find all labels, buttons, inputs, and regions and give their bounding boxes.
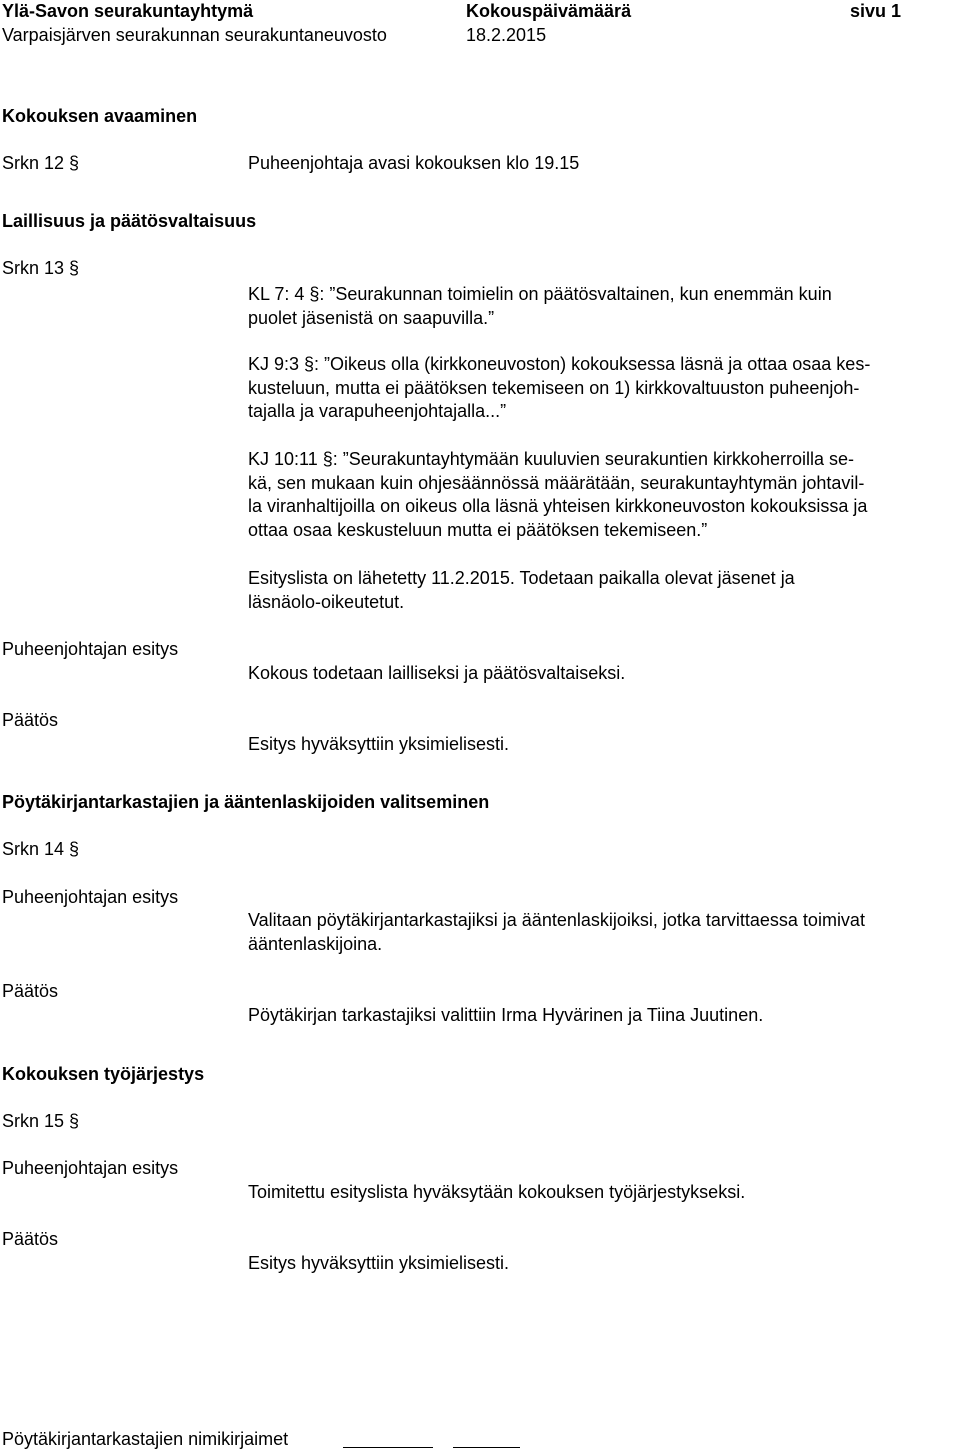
- chair-proposal-label: Puheenjohtajan esitys: [2, 639, 179, 659]
- quote-kj-10-11: KJ 10:11 §: ”Seurakuntayhtymään kuuluvien seurakuntien kirkkoherroilla se- kä, sen mukaan kuin ohjesäännössä määrätään, seurakuntayhtymän johtavil- la viranhaltijoilla on oikeus olla läsnä yhteisen kirkkoneuvoston kokouksissa ja ottaa osaa keskusteluun mutta ei päätöksen tekemiseen.”: [248, 449, 868, 540]
- section-title-legality: Laillisuus ja päätösvaltaisuus: [2, 211, 257, 231]
- section-title-agenda-order: Kokouksen työjärjestys: [2, 1064, 205, 1084]
- section-title-opening: Kokouksen avaaminen: [2, 106, 198, 126]
- chair-proposal-text: Valitaan pöytäkirjantarkastajiksi ja ääntenlaskijoiksi, jotka tarvittaessa toimivat ääntenlaskijoina.: [248, 910, 865, 954]
- signatures-label: Pöytäkirjantarkastajien nimikirjaimet: [2, 1429, 289, 1449]
- chair-proposal-label: Puheenjohtajan esitys: [2, 1158, 179, 1178]
- organization-name: Ylä-Savon seurakuntayhtymä: [2, 1, 254, 21]
- chair-proposal-text: Kokous todetaan lailliseksi ja päätösvaltaiseksi.: [248, 663, 626, 683]
- decision-label: Päätös: [2, 710, 59, 730]
- section-code-13: Srkn 13 §: [2, 258, 80, 278]
- meeting-date: 18.2.2015: [466, 25, 547, 45]
- section-title-inspectors: Pöytäkirjantarkastajien ja ääntenlaskijoiden valitseminen: [2, 792, 490, 812]
- meeting-date-label: Kokouspäivämäärä: [466, 1, 632, 21]
- decision-label: Päätös: [2, 1229, 59, 1249]
- section-code-14: Srkn 14 §: [2, 839, 80, 859]
- decision-text: Esitys hyväksyttiin yksimielisesti.: [248, 734, 510, 754]
- agenda-sent-text: Esityslista on lähetetty 11.2.2015. Todetaan paikalla olevat jäsenet ja läsnäolo-oikeutetut.: [248, 568, 795, 612]
- quote-kl-7-4: KL 7: 4 §: ”Seurakunnan toimielin on päätösvaltainen, kun enemmän kuin puolet jäsenistä on saapuvilla.”: [248, 284, 832, 328]
- chair-proposal-text: Toimitettu esityslista hyväksytään kokouksen työjärjestykseksi.: [248, 1182, 746, 1202]
- chair-proposal-label: Puheenjohtajan esitys: [2, 887, 179, 907]
- decision-text: Esitys hyväksyttiin yksimielisesti.: [248, 1253, 510, 1273]
- council-name: Varpaisjärven seurakunnan seurakuntaneuvosto: [2, 25, 387, 45]
- opening-text: Puheenjohtaja avasi kokouksen klo 19.15: [248, 153, 580, 173]
- signature-line: [453, 1447, 520, 1448]
- decision-text: Pöytäkirjan tarkastajiksi valittiin Irma Hyvärinen ja Tiina Juutinen.: [248, 1005, 764, 1025]
- signature-line: [343, 1447, 433, 1448]
- page-number: sivu 1: [850, 1, 902, 21]
- section-code-12: Srkn 12 §: [2, 153, 80, 173]
- section-code-15: Srkn 15 §: [2, 1111, 80, 1131]
- decision-label: Päätös: [2, 981, 59, 1001]
- quote-kj-9-3: KJ 9:3 §: ”Oikeus olla (kirkkoneuvoston) kokouksessa läsnä ja ottaa osaa kes- kusteluun, mutta ei päätöksen tekemiseen on 1) kirkkovaltuuston puheenjoh- tajalla ja varapuheenjohtajalla...”: [248, 354, 871, 421]
